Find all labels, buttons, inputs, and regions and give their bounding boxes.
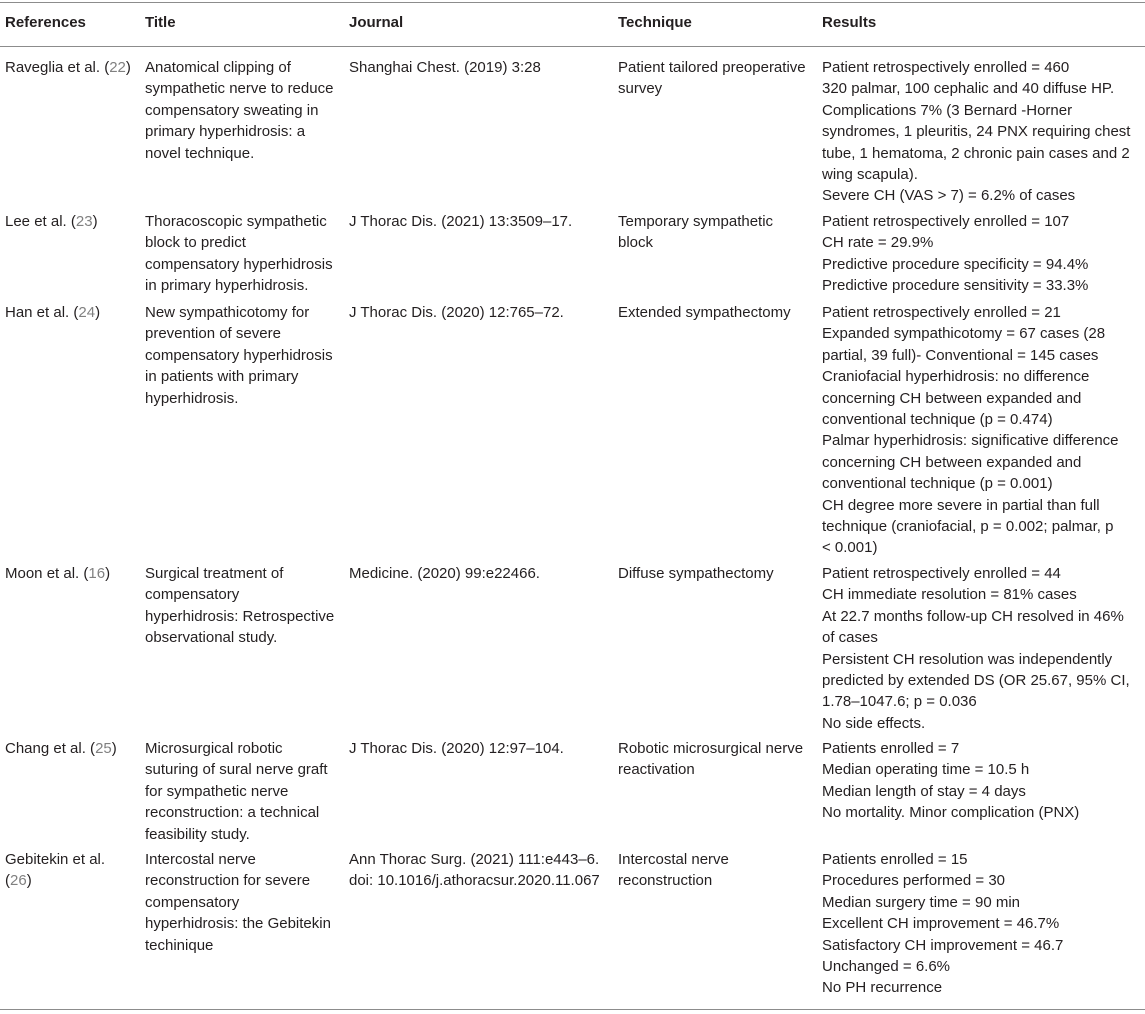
title-line: prevention of severe	[145, 325, 281, 343]
header-journal: Journal	[349, 14, 404, 31]
cell-results	[822, 563, 1142, 734]
reference-paren-close: )	[92, 213, 98, 230]
title-line: Thoracoscopic sympathetic	[145, 213, 327, 230]
technique-line: Extended sympathectomy	[618, 304, 791, 321]
cell-technique	[618, 211, 813, 254]
journal-line: Medicine. (2020) 99:e22466.	[349, 565, 540, 582]
title-line: reconstruction for severe	[145, 872, 311, 890]
journal-line: Shanghai Chest. (2019) 3:28	[349, 59, 541, 76]
results-line: Patient retrospectively enrolled = 107	[822, 213, 1070, 230]
results-line: CH immediate resolution = 81% cases	[822, 586, 1077, 604]
title-line: for sympathetic nerve	[145, 782, 289, 800]
results-line: predicted by extended DS (OR 25.67, 95% CI,	[822, 672, 1130, 690]
title-line: novel technique.	[145, 144, 255, 162]
results-line: conventional technique (p = 0.001)	[822, 475, 1053, 493]
results-line: Predictive procedure specificity = 94.4%	[822, 255, 1089, 273]
cell-reference	[5, 563, 133, 584]
reference-author: Lee et al. (	[5, 213, 76, 230]
technique-line: block	[618, 234, 654, 252]
results-line: 1.78–1047.6; p = 0.036	[822, 693, 977, 711]
technique-line: reactivation	[618, 761, 695, 779]
cell-journal	[349, 211, 611, 232]
cell-journal	[349, 849, 611, 892]
technique-line: Robotic microsurgical nerve	[618, 740, 804, 757]
title-line: compensatory	[145, 893, 240, 911]
title-line: primary hyperhidrosis: a	[145, 123, 306, 141]
results-line: Patients enrolled = 15	[822, 851, 968, 868]
title-line: Surgical treatment of	[145, 565, 284, 582]
results-line: syndromes, 1 pleuritis, 24 PNX requiring chest	[822, 123, 1131, 141]
cell-technique	[618, 563, 813, 584]
reference-author: Gebitekin et al.	[5, 851, 106, 868]
results-line: Complications 7% (3 Bernard -Horner	[822, 101, 1073, 119]
results-line: Unchanged = 6.6%	[822, 958, 951, 976]
table-bottom-rule	[0, 1009, 1145, 1010]
cell-reference	[5, 738, 133, 759]
results-line: < 0.001)	[822, 539, 878, 557]
journal-line: J Thorac Dis. (2021) 13:3509–17.	[349, 213, 573, 230]
journal-line: J Thorac Dis. (2020) 12:97–104.	[349, 740, 564, 757]
results-line: Craniofacial hyperhidrosis: no difference	[822, 368, 1090, 386]
technique-line: survey	[618, 80, 663, 98]
citation-link[interactable]: 23	[75, 213, 93, 230]
results-line: Predictive procedure sensitivity = 33.3%	[822, 277, 1089, 295]
cell-technique	[618, 302, 813, 323]
cell-results	[822, 849, 1142, 999]
technique-line: Intercostal nerve	[618, 851, 729, 868]
header-title: Title	[145, 14, 176, 31]
technique-line: Diffuse sympathectomy	[618, 565, 774, 582]
cell-technique	[618, 738, 813, 781]
results-line: of cases	[822, 629, 878, 647]
cell-results	[822, 302, 1142, 559]
technique-line: Temporary sympathetic	[618, 213, 774, 230]
results-line: tube, 1 hematoma, 2 chronic pain cases and 2	[822, 144, 1130, 162]
results-line: CH rate = 29.9%	[822, 234, 934, 252]
reference-paren-close: )	[95, 304, 101, 321]
results-line: Palmar hyperhidrosis: significative difference	[822, 432, 1119, 450]
journal-line: doi: 10.1016/j.athoracsur.2020.11.067	[349, 872, 600, 890]
reference-paren-close: )	[26, 872, 32, 890]
results-line: Patient retrospectively enrolled = 21	[822, 304, 1061, 321]
title-line: Anatomical clipping of	[145, 59, 291, 76]
results-line: Procedures performed = 30	[822, 872, 1006, 890]
header-technique: Technique	[618, 14, 692, 31]
title-line: sympathetic nerve to reduce	[145, 80, 334, 98]
results-line: No side effects.	[822, 714, 926, 732]
title-line: New sympathicotomy for	[145, 304, 310, 321]
reference-paren-open: (	[5, 872, 10, 890]
citation-link[interactable]: 25	[95, 740, 112, 757]
reference-paren-close: )	[125, 59, 131, 76]
results-line: concerning CH between expanded and	[822, 389, 1082, 407]
cell-reference	[5, 849, 133, 892]
cell-results	[822, 57, 1142, 207]
citation-link[interactable]: 26	[10, 872, 27, 890]
results-line: No mortality. Minor complication (PNX)	[822, 804, 1080, 822]
results-line: conventional technique (p = 0.474)	[822, 411, 1053, 429]
reference-author: Raveglia et al. (	[5, 59, 110, 76]
results-line: Median surgery time = 90 min	[822, 893, 1021, 911]
journal-line: Ann Thorac Surg. (2021) 111:e443–6.	[349, 851, 600, 868]
cell-reference	[5, 57, 133, 78]
reference-paren-close: )	[105, 565, 111, 582]
title-line: Microsurgical robotic	[145, 740, 283, 757]
cell-journal	[349, 563, 611, 584]
reference-author: Chang et al. (	[5, 740, 96, 757]
results-line: Patient retrospectively enrolled = 460	[822, 59, 1070, 76]
cell-technique	[618, 849, 813, 892]
title-line: compensatory hyperhidrosis	[145, 255, 333, 273]
title-line: hyperhidrosis: the Gebitekin	[145, 915, 331, 933]
technique-line: reconstruction	[618, 872, 713, 890]
cell-title	[145, 849, 341, 956]
results-line: wing scapula).	[822, 166, 918, 184]
title-line: reconstruction: a technical	[145, 804, 320, 822]
technique-line: Patient tailored preoperative	[618, 59, 806, 76]
cell-title	[145, 211, 341, 297]
results-line: Patient retrospectively enrolled = 44	[822, 565, 1061, 582]
title-line: compensatory sweating in	[145, 101, 319, 119]
title-line: compensatory hyperhidrosis	[145, 346, 333, 364]
reference-paren-close: )	[111, 740, 117, 757]
title-line: suturing of sural nerve graft	[145, 761, 328, 779]
results-line: CH degree more severe in partial than full	[822, 496, 1100, 514]
cell-journal	[349, 57, 611, 78]
table-header-rule	[0, 46, 1145, 47]
results-line: Excellent CH improvement = 46.7%	[822, 915, 1060, 933]
cell-reference	[5, 302, 133, 323]
cell-journal	[349, 302, 611, 323]
results-line: Median length of stay = 4 days	[822, 782, 1026, 800]
results-line: Patients enrolled = 7	[822, 740, 960, 757]
results-line: Median operating time = 10.5 h	[822, 761, 1030, 779]
results-line: partial, 39 full)- Conventional = 145 cases	[822, 346, 1099, 364]
table-top-rule	[0, 2, 1145, 3]
cell-results	[822, 211, 1142, 297]
results-line: Severe CH (VAS > 7) = 6.2% of cases	[822, 187, 1076, 205]
results-line: technique (craniofacial, p = 0.002; palmar, p	[822, 518, 1114, 536]
title-line: in primary hyperhidrosis.	[145, 277, 309, 295]
citation-link[interactable]: 24	[78, 304, 96, 321]
cell-title	[145, 738, 341, 845]
cell-title	[145, 302, 341, 409]
results-line: 320 palmar, 100 cephalic and 40 diffuse HP.	[822, 80, 1115, 98]
header-results: Results	[822, 14, 877, 31]
journal-line: J Thorac Dis. (2020) 12:765–72.	[349, 304, 564, 321]
reference-author: Han et al. (	[5, 304, 79, 321]
results-line: Expanded sympathicotomy = 67 cases (28	[822, 325, 1106, 343]
citation-link[interactable]: 22	[109, 59, 126, 76]
title-line: in patients with primary	[145, 368, 299, 386]
results-line: Satisfactory CH improvement = 46.7	[822, 936, 1064, 954]
title-line: hyperhidrosis: Retrospective	[145, 607, 335, 625]
title-line: compensatory	[145, 586, 240, 604]
results-line: At 22.7 months follow-up CH resolved in 46%	[822, 607, 1124, 625]
cell-results	[822, 738, 1142, 824]
citation-link[interactable]: 16	[88, 565, 106, 582]
cell-journal	[349, 738, 611, 759]
title-line: Intercostal nerve	[145, 851, 256, 868]
results-line: Persistent CH resolution was independently	[822, 650, 1113, 668]
title-line: block to predict	[145, 234, 246, 252]
title-line: observational study.	[145, 629, 278, 647]
title-line: hyperhidrosis.	[145, 389, 239, 407]
results-line: concerning CH between expanded and	[822, 453, 1082, 471]
cell-technique	[618, 57, 813, 100]
reference-author: Moon et al. (	[5, 565, 89, 582]
cell-reference	[5, 211, 133, 232]
cell-title	[145, 563, 341, 649]
title-line: feasibility study.	[145, 825, 250, 843]
title-line: techinique	[145, 936, 214, 954]
cell-title	[145, 57, 341, 164]
results-line: No PH recurrence	[822, 979, 943, 997]
header-references: References	[5, 14, 86, 31]
